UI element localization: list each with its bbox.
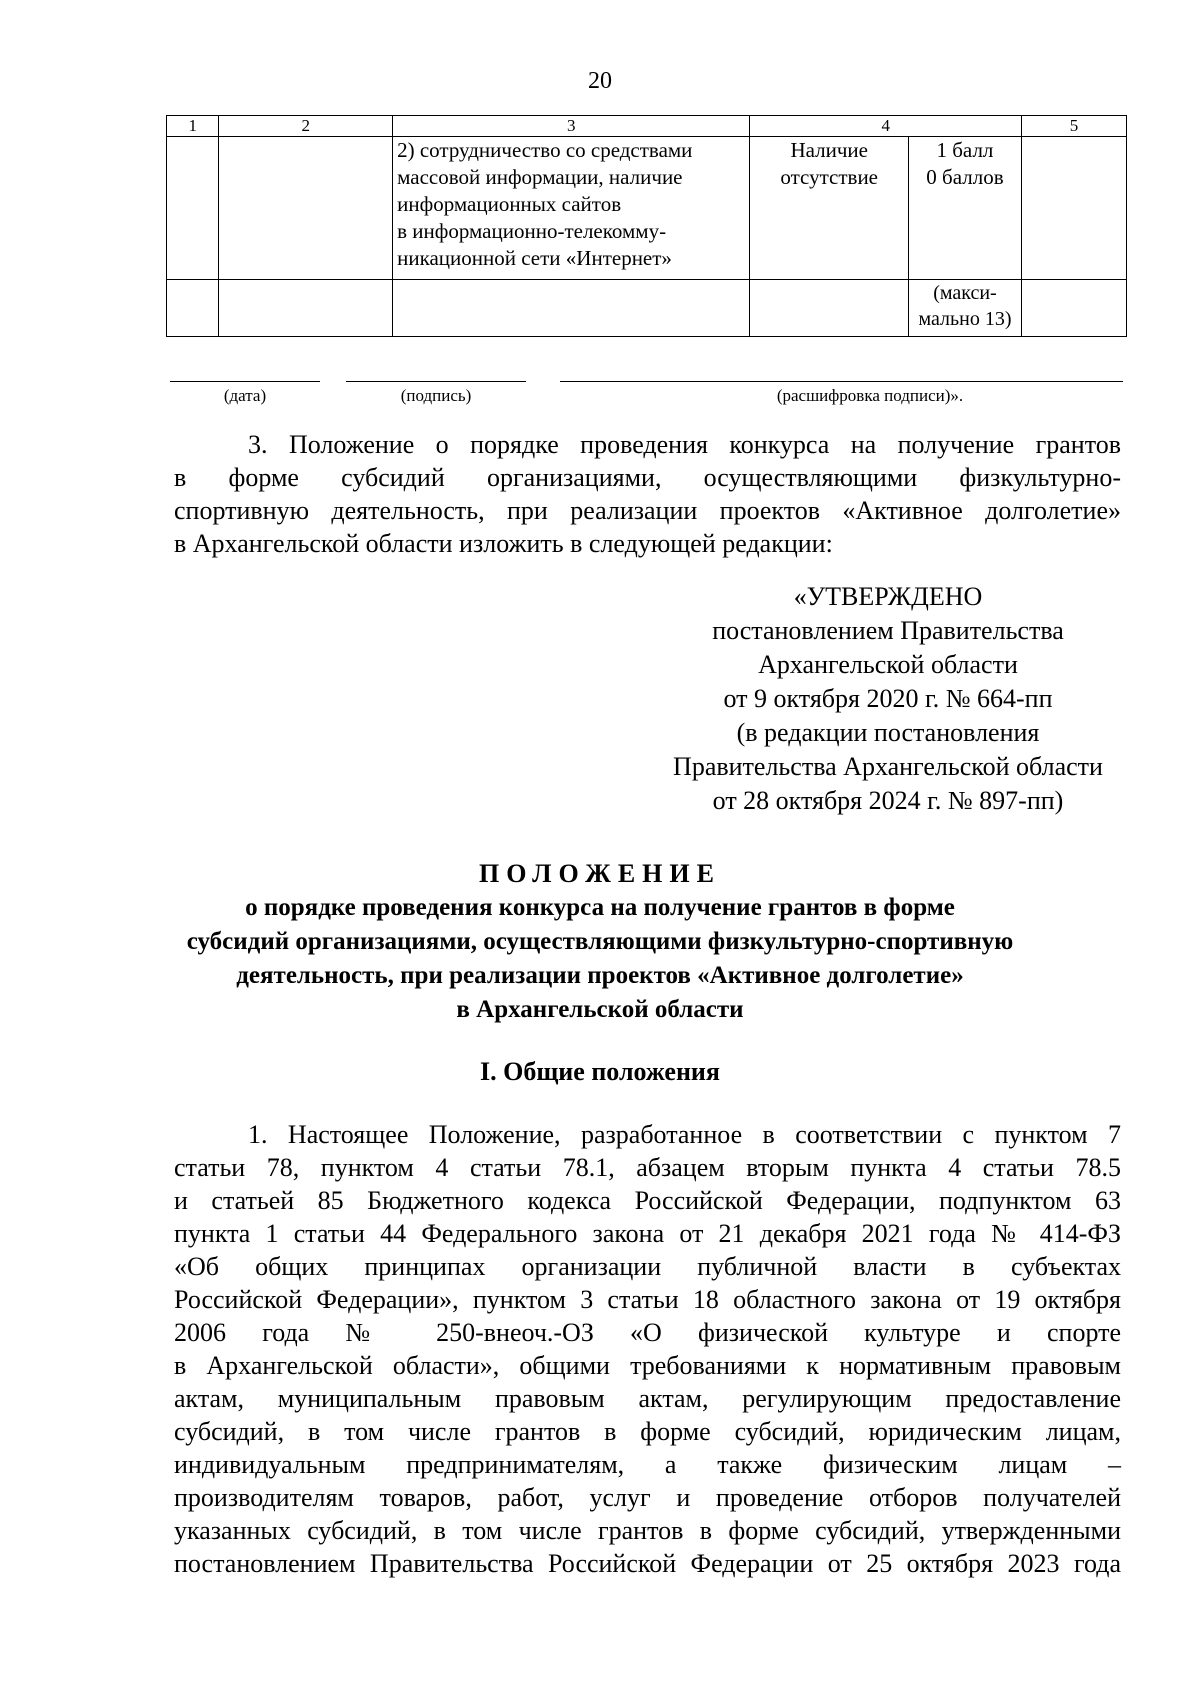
text-line: статьи 78, пунктом 4 статьи 78.1, абзацем вторым пункта 4 статьи 78.5 [174,1153,1121,1182]
date-line [170,381,320,382]
table-header-row [167,116,1127,137]
criterion-cell [393,137,750,280]
approval-line: «УТВЕРЖДЕНО [793,582,983,611]
title-heading: ПОЛОЖЕНИЕ [479,859,721,888]
page-number: 20 [588,68,612,94]
text-line: в Архангельской области», общими требованиями к нормативным правовым [174,1351,1121,1380]
criteria-table [166,115,1127,337]
table-row [167,137,1127,280]
decoding-label: (расшифровка подписи)». [776,386,964,405]
text-line: индивидуальным предпринимателям, а также физическим лицам – [174,1450,1121,1479]
text-line: постановлением Правительства Российской Федерации от 25 октября 2023 года [174,1549,1121,1578]
header-cell: 2 [219,116,393,137]
table-cell [167,137,219,280]
text-line: спортивную деятельность, при реализации проектов «Активное долголетие» [174,496,1121,525]
table-cell [219,280,393,337]
header-cell: 1 [167,116,219,137]
section-heading: I. Общие положения [480,1057,720,1086]
table-cell [393,280,750,337]
header-cell: 5 [1021,116,1126,137]
approval-line: от 28 октября 2024 г. № 897-пп) [712,786,1064,815]
approval-line: Архангельской области [758,650,1018,679]
title-line: о порядке проведения конкурса на получение грантов в форме [245,894,955,921]
cell-line: мально 13) [918,308,1012,330]
cell-line: в информационно-телекомму- [397,219,667,243]
table-cell [167,280,219,337]
cell-line: информационных сайтов [397,192,622,216]
title-line: в Архангельской области [456,996,744,1023]
cell-line: 0 баллов [926,165,1004,189]
approval-line: (в редакции постановления [736,718,1040,747]
approval-stamp [600,580,1176,818]
cell-line: 2) сотрудничество со средствами [397,138,693,162]
text-line: 3. Положение о порядке проведения конкурса на получение грантов [248,430,1121,459]
text-line: Российской Федерации», пунктом 3 статьи 18 областного закона от 19 октября [174,1285,1121,1314]
table-cell [750,280,908,337]
text-line: 2006 года № 250-внеоч.-ОЗ «О физической культуре и спорте [174,1318,1121,1347]
cell-line: никационной сети «Интернет» [397,246,672,270]
cell-line: (макси- [933,282,997,304]
text-line: в Архангельской области изложить в следующей редакции: [174,529,833,558]
signature-label: (подпись) [400,386,472,405]
text-line: указанных субсидий, в том числе грантов в форме субсидий, утвержденными [174,1516,1121,1545]
paragraph-1 [174,1118,1121,1580]
cell-line: массовой информации, наличие [397,165,683,189]
text-line: актам, муниципальным правовым актам, регулирующим предоставление [174,1384,1121,1413]
score-cell [908,137,1021,280]
value-cell [750,137,908,280]
text-line: 1. Настоящее Положение, разработанное в соответствии с пунктом 7 [248,1120,1121,1149]
table-cell [1021,137,1126,280]
table-cell [219,137,393,280]
header-cell: 3 [393,116,750,137]
text-line: субсидий, в том числе грантов в форме субсидий, юридическим лицам, [174,1417,1121,1446]
document-title [0,857,1200,1027]
signature-line [346,381,526,382]
approval-line: постановлением Правительства [712,616,1064,645]
title-line: субсидий организациями, осуществляющими физкультурно-спортивную [186,928,1014,955]
text-line: пункта 1 статьи 44 Федерального закона от 21 декабря 2021 года № 414-ФЗ [174,1219,1121,1248]
total-score-cell [908,280,1021,337]
decoding-line [560,381,1123,382]
approval-line: от 9 октября 2020 г. № 664-пп [723,684,1053,713]
text-line: и статьей 85 Бюджетного кодекса Российской Федерации, подпунктом 63 [174,1186,1121,1215]
cell-line: 1 балл [936,138,994,162]
cell-line: отсутствие [780,165,878,189]
text-line: в форме субсидий организациями, осуществляющими физкультурно- [174,463,1121,492]
table-cell [1021,280,1126,337]
approval-line: Правительства Архангельской области [673,752,1103,781]
paragraph-3 [174,428,1121,560]
cell-line: Наличие [790,138,868,162]
table-row [167,280,1127,337]
header-cell: 4 [750,116,1022,137]
title-line: деятельность, при реализации проектов «Активное долголетие» [236,962,964,989]
text-line: «Об общих принципах организации публичной власти в субъектах [174,1252,1121,1281]
date-label: (дата) [223,386,267,405]
text-line: производителям товаров, работ, услуг и проведение отборов получателей [174,1483,1121,1512]
